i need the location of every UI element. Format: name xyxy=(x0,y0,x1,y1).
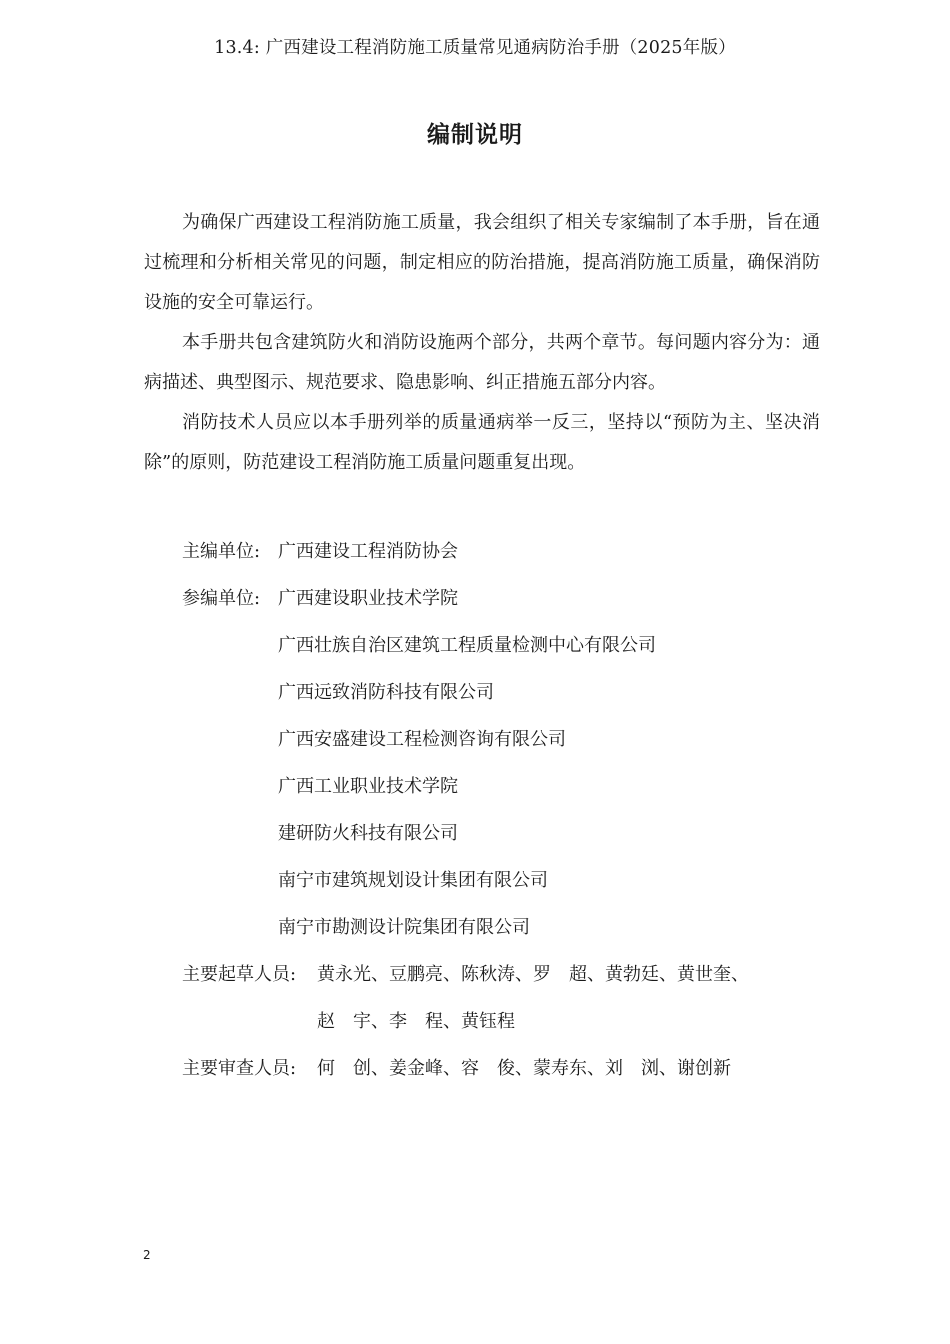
participating-unit: 广西建设职业技术学院 xyxy=(278,588,458,609)
drafters-label: 主要起草人员: xyxy=(182,964,297,985)
participating-unit: 广西安盛建设工程检测咨询有限公司 xyxy=(278,729,566,750)
participating-units-label: 参编单位: xyxy=(182,588,261,609)
page-number: 2 xyxy=(143,1248,151,1262)
drafters-names: 黄永光、豆鹏亮、陈秋涛、罗 超、黄勃廷、黄世奎、 xyxy=(317,964,749,985)
intro-paragraph-1: 为确保广西建设工程消防施工质量，我会组织了相关专家编制了本手册，旨在通过梳理和分析相关常见的问题，制定相应的防治措施，提高消防施工质量，确保消防设施的安全可靠运行。 xyxy=(144,212,820,313)
reviewers-label: 主要审查人员: xyxy=(182,1058,297,1079)
page-header: 13.4: 广西建设工程消防施工质量常见通病防治手册（2025年版） xyxy=(214,38,736,58)
participating-unit: 广西远致消防科技有限公司 xyxy=(278,682,494,703)
intro-paragraph-2: 本手册共包含建筑防火和消防设施两个部分，共两个章节。每问题内容分为：通病描述、典型图示、规范要求、隐患影响、纠正措施五部分内容。 xyxy=(144,332,820,393)
intro-paragraph-3: 消防技术人员应以本手册列举的质量通病举一反三，坚持以“预防为主、坚决消除”的原则，防范建设工程消防施工质量问题重复出现。 xyxy=(144,412,820,473)
chief-unit-label: 主编单位: xyxy=(182,541,261,562)
participating-unit: 南宁市勘测设计院集团有限公司 xyxy=(278,917,530,938)
participating-unit: 建研防火科技有限公司 xyxy=(278,823,458,844)
reviewers-names: 何 创、姜金峰、容 俊、蒙寿东、刘 浏、谢创新 xyxy=(317,1058,731,1079)
participating-unit: 广西工业职业技术学院 xyxy=(278,776,458,797)
participating-unit: 南宁市建筑规划设计集团有限公司 xyxy=(278,870,548,891)
page-title: 编制说明 xyxy=(427,121,523,148)
chief-unit-value: 广西建设工程消防协会 xyxy=(278,541,458,562)
drafters-names: 赵 宇、李 程、黄钰程 xyxy=(317,1011,515,1032)
participating-unit: 广西壮族自治区建筑工程质量检测中心有限公司 xyxy=(278,635,656,656)
